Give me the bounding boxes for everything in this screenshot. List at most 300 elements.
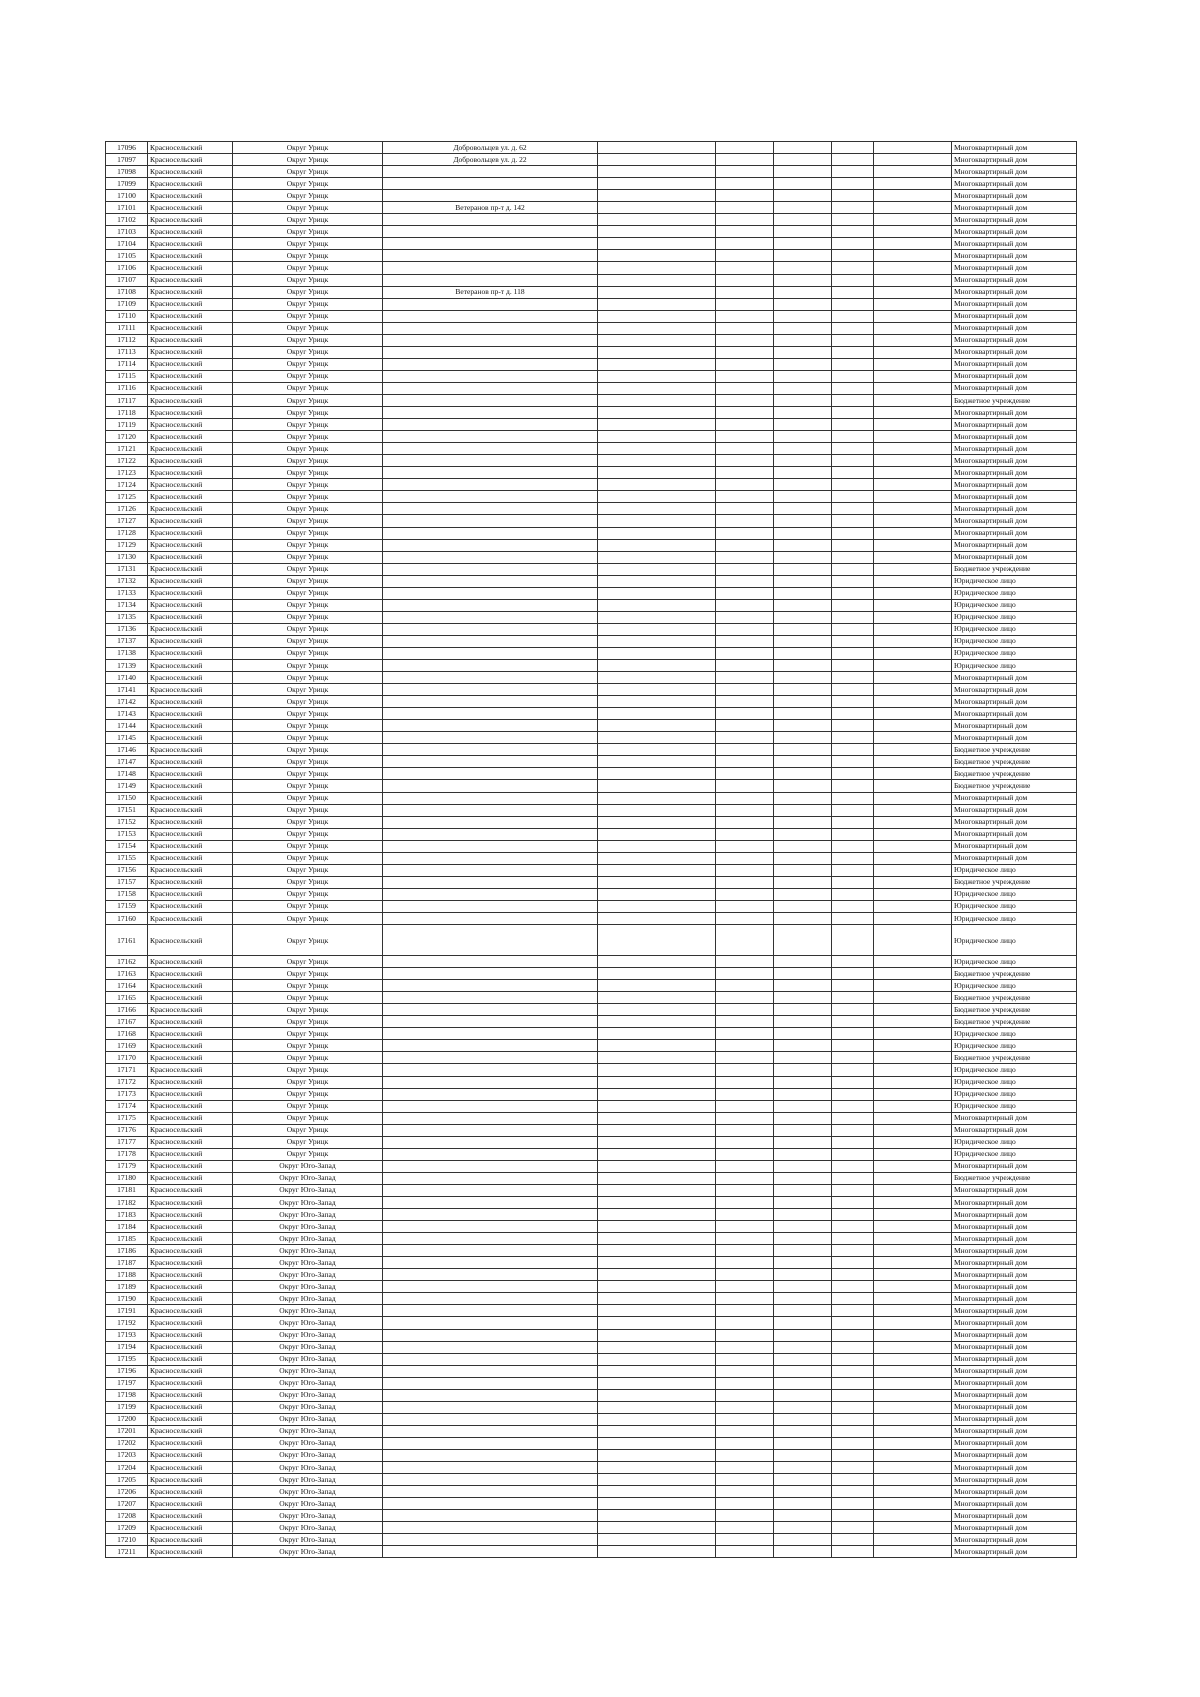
row-id: 17100 — [106, 190, 148, 202]
district-cell: Красносельский — [148, 828, 233, 840]
type-cell: Многоквартирный дом — [952, 346, 1077, 358]
type-cell: Многоквартирный дом — [952, 214, 1077, 226]
latitude-cell — [716, 262, 774, 274]
type-cell: Юридическое лицо — [952, 575, 1077, 587]
code-cell — [598, 467, 716, 479]
type-cell: Бюджетное учреждение — [952, 1016, 1077, 1028]
count-cell — [874, 154, 952, 166]
address-cell — [383, 1401, 598, 1413]
code-cell — [598, 1534, 716, 1546]
address-cell — [383, 756, 598, 768]
latitude-cell — [716, 1040, 774, 1052]
okrug-cell: Округ Урицк — [233, 154, 383, 166]
row-id: 17162 — [106, 956, 148, 968]
volume-cell — [832, 816, 874, 828]
longitude-cell — [774, 925, 832, 956]
type-cell: Многоквартирный дом — [952, 467, 1077, 479]
latitude-cell — [716, 1052, 774, 1064]
volume-cell — [832, 1389, 874, 1401]
district-cell: Красносельский — [148, 1040, 233, 1052]
code-cell — [598, 587, 716, 599]
table-row — [106, 1341, 1077, 1353]
okrug-cell: Округ Урицк — [233, 443, 383, 455]
address-cell — [383, 599, 598, 611]
code-cell — [598, 154, 716, 166]
volume-cell — [832, 1462, 874, 1474]
address-cell — [383, 1016, 598, 1028]
row-id: 17141 — [106, 684, 148, 696]
okrug-cell: Округ Урицк — [233, 1028, 383, 1040]
count-cell — [874, 804, 952, 816]
address-cell — [383, 1257, 598, 1269]
type-cell: Юридическое лицо — [952, 599, 1077, 611]
longitude-cell — [774, 1269, 832, 1281]
type-cell: Многоквартирный дом — [952, 1401, 1077, 1413]
document-page — [105, 141, 1076, 1558]
okrug-cell: Округ Урицк — [233, 370, 383, 382]
volume-cell — [832, 1100, 874, 1112]
row-id: 17200 — [106, 1413, 148, 1425]
district-cell: Красносельский — [148, 672, 233, 684]
volume-cell — [832, 956, 874, 968]
district-cell: Красносельский — [148, 1112, 233, 1124]
address-cell — [383, 419, 598, 431]
okrug-cell: Округ Урицк — [233, 503, 383, 515]
type-cell: Многоквартирный дом — [952, 1281, 1077, 1293]
code-cell — [598, 1281, 716, 1293]
address-cell — [383, 1522, 598, 1534]
table-row — [106, 274, 1077, 286]
count-cell — [874, 1293, 952, 1305]
address-cell — [383, 1052, 598, 1064]
count-cell — [874, 370, 952, 382]
table-row — [106, 900, 1077, 912]
longitude-cell — [774, 262, 832, 274]
address-cell — [383, 708, 598, 720]
count-cell — [874, 672, 952, 684]
volume-cell — [832, 346, 874, 358]
type-cell: Многоквартирный дом — [952, 1233, 1077, 1245]
count-cell — [874, 1365, 952, 1377]
district-cell: Красносельский — [148, 166, 233, 178]
volume-cell — [832, 1353, 874, 1365]
volume-cell — [832, 226, 874, 238]
longitude-cell — [774, 539, 832, 551]
row-id: 17192 — [106, 1317, 148, 1329]
count-cell — [874, 1413, 952, 1425]
count-cell — [874, 286, 952, 298]
table-row — [106, 720, 1077, 732]
table-row — [106, 1413, 1077, 1425]
district-cell: Красносельский — [148, 1305, 233, 1317]
type-cell: Юридическое лицо — [952, 956, 1077, 968]
table-row — [106, 1184, 1077, 1196]
count-cell — [874, 1184, 952, 1196]
okrug-cell: Округ Юго-Запад — [233, 1184, 383, 1196]
table-row — [106, 1474, 1077, 1486]
table-row — [106, 623, 1077, 635]
type-cell: Многоквартирный дом — [952, 491, 1077, 503]
okrug-cell: Округ Юго-Запад — [233, 1522, 383, 1534]
type-cell: Многоквартирный дом — [952, 503, 1077, 515]
district-cell: Красносельский — [148, 956, 233, 968]
count-cell — [874, 1437, 952, 1449]
count-cell — [874, 1088, 952, 1100]
longitude-cell — [774, 1365, 832, 1377]
longitude-cell — [774, 310, 832, 322]
address-cell — [383, 1064, 598, 1076]
okrug-cell: Округ Юго-Запад — [233, 1233, 383, 1245]
address-cell — [383, 660, 598, 672]
type-cell: Бюджетное учреждение — [952, 992, 1077, 1004]
address-cell — [383, 968, 598, 980]
code-cell — [598, 539, 716, 551]
table-row — [106, 1486, 1077, 1498]
type-cell: Бюджетное учреждение — [952, 563, 1077, 575]
volume-cell — [832, 623, 874, 635]
address-cell — [383, 1293, 598, 1305]
longitude-cell — [774, 980, 832, 992]
volume-cell — [832, 599, 874, 611]
longitude-cell — [774, 1353, 832, 1365]
count-cell — [874, 768, 952, 780]
volume-cell — [832, 1028, 874, 1040]
table-row — [106, 1052, 1077, 1064]
table-row — [106, 1546, 1077, 1558]
district-cell: Красносельский — [148, 768, 233, 780]
okrug-cell: Округ Урицк — [233, 575, 383, 587]
code-cell — [598, 407, 716, 419]
table-row — [106, 491, 1077, 503]
count-cell — [874, 925, 952, 956]
address-cell — [383, 1329, 598, 1341]
district-cell: Красносельский — [148, 346, 233, 358]
okrug-cell: Округ Урицк — [233, 968, 383, 980]
count-cell — [874, 756, 952, 768]
latitude-cell — [716, 876, 774, 888]
address-cell — [383, 611, 598, 623]
table-row — [106, 980, 1077, 992]
district-cell: Красносельский — [148, 913, 233, 925]
count-cell — [874, 1425, 952, 1437]
okrug-cell: Округ Урицк — [233, 298, 383, 310]
volume-cell — [832, 925, 874, 956]
volume-cell — [832, 1184, 874, 1196]
district-cell: Красносельский — [148, 1510, 233, 1522]
count-cell — [874, 1100, 952, 1112]
volume-cell — [832, 467, 874, 479]
address-cell — [383, 443, 598, 455]
address-cell — [383, 1245, 598, 1257]
row-id: 17160 — [106, 913, 148, 925]
longitude-cell — [774, 1148, 832, 1160]
okrug-cell: Округ Урицк — [233, 635, 383, 647]
count-cell — [874, 635, 952, 647]
district-cell: Красносельский — [148, 274, 233, 286]
volume-cell — [832, 696, 874, 708]
address-cell — [383, 563, 598, 575]
type-cell: Многоквартирный дом — [952, 792, 1077, 804]
table-row — [106, 286, 1077, 298]
count-cell — [874, 1377, 952, 1389]
okrug-cell: Округ Урицк — [233, 142, 383, 154]
address-cell — [383, 1184, 598, 1196]
address-cell — [383, 575, 598, 587]
row-id: 17146 — [106, 744, 148, 756]
latitude-cell — [716, 1245, 774, 1257]
row-id: 17137 — [106, 635, 148, 647]
longitude-cell — [774, 214, 832, 226]
okrug-cell: Округ Урицк — [233, 840, 383, 852]
row-id: 17112 — [106, 334, 148, 346]
code-cell — [598, 394, 716, 406]
longitude-cell — [774, 1184, 832, 1196]
table-row — [106, 1209, 1077, 1221]
district-cell: Красносельский — [148, 1534, 233, 1546]
count-cell — [874, 431, 952, 443]
count-cell — [874, 708, 952, 720]
row-id: 17121 — [106, 443, 148, 455]
code-cell — [598, 1269, 716, 1281]
type-cell: Бюджетное учреждение — [952, 744, 1077, 756]
count-cell — [874, 1124, 952, 1136]
table-row — [106, 696, 1077, 708]
code-cell — [598, 286, 716, 298]
count-cell — [874, 346, 952, 358]
district-cell: Красносельский — [148, 178, 233, 190]
longitude-cell — [774, 720, 832, 732]
code-cell — [598, 1076, 716, 1088]
latitude-cell — [716, 178, 774, 190]
table-row — [106, 925, 1077, 956]
longitude-cell — [774, 1257, 832, 1269]
row-id: 17136 — [106, 623, 148, 635]
row-id: 17186 — [106, 1245, 148, 1257]
longitude-cell — [774, 491, 832, 503]
count-cell — [874, 262, 952, 274]
okrug-cell: Округ Урицк — [233, 358, 383, 370]
code-cell — [598, 968, 716, 980]
code-cell — [598, 1016, 716, 1028]
okrug-cell: Округ Юго-Запад — [233, 1221, 383, 1233]
district-cell: Красносельский — [148, 1522, 233, 1534]
address-cell — [383, 1100, 598, 1112]
latitude-cell — [716, 1474, 774, 1486]
okrug-cell: Округ Урицк — [233, 1016, 383, 1028]
longitude-cell — [774, 876, 832, 888]
type-cell: Многоквартирный дом — [952, 479, 1077, 491]
longitude-cell — [774, 864, 832, 876]
okrug-cell: Округ Урицк — [233, 190, 383, 202]
okrug-cell: Округ Юго-Запад — [233, 1281, 383, 1293]
address-cell — [383, 1389, 598, 1401]
latitude-cell — [716, 503, 774, 515]
address-cell — [383, 298, 598, 310]
row-id: 17102 — [106, 214, 148, 226]
okrug-cell: Округ Урицк — [233, 1100, 383, 1112]
okrug-cell: Округ Урицк — [233, 1040, 383, 1052]
type-cell: Многоквартирный дом — [952, 407, 1077, 419]
district-cell: Красносельский — [148, 1474, 233, 1486]
volume-cell — [832, 1233, 874, 1245]
latitude-cell — [716, 599, 774, 611]
row-id: 17149 — [106, 780, 148, 792]
okrug-cell: Округ Юго-Запад — [233, 1510, 383, 1522]
latitude-cell — [716, 1124, 774, 1136]
count-cell — [874, 696, 952, 708]
code-cell — [598, 1389, 716, 1401]
okrug-cell: Округ Урицк — [233, 925, 383, 956]
okrug-cell: Округ Урицк — [233, 250, 383, 262]
longitude-cell — [774, 1052, 832, 1064]
latitude-cell — [716, 1353, 774, 1365]
okrug-cell: Округ Юго-Запад — [233, 1365, 383, 1377]
latitude-cell — [716, 1233, 774, 1245]
district-cell: Красносельский — [148, 1293, 233, 1305]
longitude-cell — [774, 1064, 832, 1076]
row-id: 17107 — [106, 274, 148, 286]
row-id: 17188 — [106, 1269, 148, 1281]
longitude-cell — [774, 1437, 832, 1449]
longitude-cell — [774, 599, 832, 611]
okrug-cell: Округ Юго-Запад — [233, 1462, 383, 1474]
longitude-cell — [774, 611, 832, 623]
longitude-cell — [774, 684, 832, 696]
latitude-cell — [716, 696, 774, 708]
okrug-cell: Округ Урицк — [233, 238, 383, 250]
code-cell — [598, 1100, 716, 1112]
code-cell — [598, 419, 716, 431]
longitude-cell — [774, 1004, 832, 1016]
volume-cell — [832, 298, 874, 310]
code-cell — [598, 925, 716, 956]
table-row — [106, 262, 1077, 274]
type-cell: Многоквартирный дом — [952, 720, 1077, 732]
code-cell — [598, 888, 716, 900]
code-cell — [598, 455, 716, 467]
type-cell: Юридическое лицо — [952, 888, 1077, 900]
type-cell: Многоквартирный дом — [952, 852, 1077, 864]
latitude-cell — [716, 382, 774, 394]
table-row — [106, 864, 1077, 876]
okrug-cell: Округ Юго-Запад — [233, 1474, 383, 1486]
address-cell — [383, 1221, 598, 1233]
code-cell — [598, 900, 716, 912]
address-cell — [383, 900, 598, 912]
okrug-cell: Округ Юго-Запад — [233, 1341, 383, 1353]
count-cell — [874, 1233, 952, 1245]
type-cell: Юридическое лицо — [952, 1064, 1077, 1076]
longitude-cell — [774, 888, 832, 900]
type-cell: Юридическое лицо — [952, 1148, 1077, 1160]
count-cell — [874, 274, 952, 286]
count-cell — [874, 1534, 952, 1546]
longitude-cell — [774, 358, 832, 370]
code-cell — [598, 575, 716, 587]
count-cell — [874, 539, 952, 551]
okrug-cell: Округ Юго-Запад — [233, 1293, 383, 1305]
address-cell — [383, 527, 598, 539]
type-cell: Многоквартирный дом — [952, 370, 1077, 382]
table-row — [106, 876, 1077, 888]
latitude-cell — [716, 1184, 774, 1196]
latitude-cell — [716, 1449, 774, 1461]
volume-cell — [832, 756, 874, 768]
district-cell: Красносельский — [148, 1196, 233, 1208]
row-id: 17178 — [106, 1148, 148, 1160]
code-cell — [598, 956, 716, 968]
district-cell: Красносельский — [148, 575, 233, 587]
okrug-cell: Округ Урицк — [233, 491, 383, 503]
table-row — [106, 551, 1077, 563]
row-id: 17159 — [106, 900, 148, 912]
table-row — [106, 238, 1077, 250]
address-cell — [383, 467, 598, 479]
row-id: 17139 — [106, 660, 148, 672]
district-cell: Красносельский — [148, 551, 233, 563]
longitude-cell — [774, 1449, 832, 1461]
latitude-cell — [716, 1100, 774, 1112]
longitude-cell — [774, 792, 832, 804]
table-row — [106, 684, 1077, 696]
volume-cell — [832, 214, 874, 226]
type-cell: Многоквартирный дом — [952, 816, 1077, 828]
code-cell — [598, 479, 716, 491]
district-cell: Красносельский — [148, 1486, 233, 1498]
count-cell — [874, 1449, 952, 1461]
volume-cell — [832, 1522, 874, 1534]
latitude-cell — [716, 647, 774, 659]
district-cell: Красносельский — [148, 262, 233, 274]
longitude-cell — [774, 1341, 832, 1353]
code-cell — [598, 322, 716, 334]
table-row — [106, 370, 1077, 382]
table-row — [106, 358, 1077, 370]
latitude-cell — [716, 1401, 774, 1413]
table-row — [106, 587, 1077, 599]
volume-cell — [832, 852, 874, 864]
longitude-cell — [774, 1401, 832, 1413]
okrug-cell: Округ Урицк — [233, 804, 383, 816]
latitude-cell — [716, 1088, 774, 1100]
latitude-cell — [716, 840, 774, 852]
code-cell — [598, 1245, 716, 1257]
district-cell: Красносельский — [148, 900, 233, 912]
code-cell — [598, 599, 716, 611]
district-cell: Красносельский — [148, 286, 233, 298]
latitude-cell — [716, 250, 774, 262]
type-cell: Многоквартирный дом — [952, 1486, 1077, 1498]
code-cell — [598, 816, 716, 828]
type-cell: Многоквартирный дом — [952, 1221, 1077, 1233]
table-row — [106, 407, 1077, 419]
okrug-cell: Округ Юго-Запад — [233, 1160, 383, 1172]
volume-cell — [832, 1534, 874, 1546]
code-cell — [598, 370, 716, 382]
volume-cell — [832, 1510, 874, 1522]
latitude-cell — [716, 575, 774, 587]
code-cell — [598, 1305, 716, 1317]
longitude-cell — [774, 1546, 832, 1558]
latitude-cell — [716, 756, 774, 768]
latitude-cell — [716, 1413, 774, 1425]
code-cell — [598, 852, 716, 864]
count-cell — [874, 1052, 952, 1064]
type-cell: Многоквартирный дом — [952, 1425, 1077, 1437]
count-cell — [874, 956, 952, 968]
type-cell: Юридическое лицо — [952, 1028, 1077, 1040]
table-row — [106, 503, 1077, 515]
